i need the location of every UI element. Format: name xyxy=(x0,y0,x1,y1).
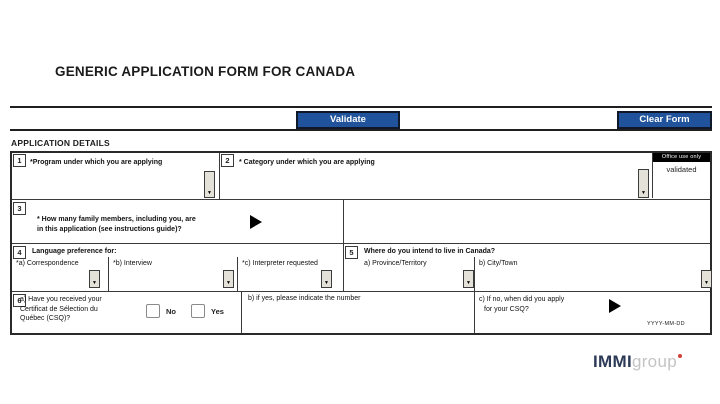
dropdown-arrow-icon: ▼ xyxy=(704,280,709,286)
q3-label xyxy=(37,215,196,234)
q4a-correspondence-dropdown[interactable] xyxy=(89,270,100,288)
q5b-label: b) City/Town xyxy=(479,260,518,267)
divider-bottom xyxy=(10,129,712,131)
cell-divider xyxy=(219,153,220,199)
q6a-label-line2: Certificat de Sélection du xyxy=(20,305,98,313)
cell-divider xyxy=(343,244,344,291)
logo-group-text: group xyxy=(631,352,677,371)
q2-label: * Category under which you are applying xyxy=(239,159,375,166)
date-format-hint: YYYY-MM-DD xyxy=(647,321,685,327)
q4b-label: *b) Interview xyxy=(113,260,152,267)
q6c-label xyxy=(479,295,564,314)
q3-label-line1: * How many family members, including you, are xyxy=(37,216,196,223)
q6a-label-line3: Québec (CSQ)? xyxy=(20,315,71,322)
arrow-right-icon xyxy=(609,299,621,313)
sub-divider xyxy=(474,257,475,291)
sub-divider xyxy=(237,257,238,291)
q1-label: *Program under which you are applying xyxy=(30,159,163,166)
dropdown-arrow-icon: ▼ xyxy=(92,280,97,286)
dropdown-arrow-icon: ▼ xyxy=(466,280,471,286)
row-divider xyxy=(12,291,710,292)
q5a-label: a) Province/Territory xyxy=(364,260,427,267)
q6c-label-line2: for your CSQ? xyxy=(484,305,529,313)
q1-program-dropdown[interactable] xyxy=(204,171,215,198)
cell-divider xyxy=(343,200,344,243)
q4-label: Language preference for: xyxy=(32,248,117,255)
arrow-right-icon xyxy=(250,215,262,229)
row-divider xyxy=(12,199,710,200)
validate-button[interactable]: Validate xyxy=(296,111,400,129)
clear-form-button[interactable]: Clear Form xyxy=(617,111,712,129)
cell-divider xyxy=(241,292,242,333)
csq-yes-label: Yes xyxy=(211,307,224,316)
row-divider xyxy=(12,243,710,244)
office-use-box xyxy=(652,153,710,198)
q4b-interview-dropdown[interactable] xyxy=(223,270,234,288)
q6a-label-line1: a) Have you received your xyxy=(20,296,102,303)
q6a-label xyxy=(20,295,102,324)
office-use-header: Office use only xyxy=(653,153,710,162)
office-use-status: validated xyxy=(666,165,697,174)
dropdown-arrow-icon: ▼ xyxy=(226,280,231,286)
q6b-label: b) if yes, please indicate the number xyxy=(248,295,361,302)
q5-number: 5 xyxy=(345,246,358,259)
dropdown-arrow-icon: ▼ xyxy=(207,190,212,196)
q2-number: 2 xyxy=(221,154,234,167)
q1-number: 1 xyxy=(13,154,26,167)
q6-number: 6 xyxy=(13,294,26,307)
q5-label: Where do you intend to live in Canada? xyxy=(364,248,496,255)
section-header: APPLICATION DETAILS xyxy=(11,138,110,148)
q3-number: 3 xyxy=(13,202,26,215)
application-details-table xyxy=(10,151,712,335)
logo-immi-text: IMMI xyxy=(593,352,632,371)
q6c-label-line1: c) If no, when did you apply xyxy=(479,296,565,303)
csq-no-label: No xyxy=(166,307,176,316)
q3-label-line2: in this application (see instructions guide)? xyxy=(37,225,182,233)
sub-divider xyxy=(108,257,109,291)
q4c-label: *c) Interpreter requested xyxy=(242,260,318,267)
cell-divider xyxy=(474,292,475,333)
q4-number: 4 xyxy=(13,246,26,259)
dropdown-arrow-icon: ▼ xyxy=(641,190,646,196)
q4a-label: *a) Correspondence xyxy=(16,260,79,267)
page-title: GENERIC APPLICATION FORM FOR CANADA xyxy=(55,64,356,79)
divider-top xyxy=(10,106,712,108)
dropdown-arrow-icon: ▼ xyxy=(324,280,329,286)
q5b-city-dropdown[interactable] xyxy=(701,270,712,288)
csq-no-checkbox[interactable] xyxy=(146,304,160,318)
immigroup-logo xyxy=(593,352,682,372)
q5a-province-dropdown[interactable] xyxy=(463,270,474,288)
logo-dot-icon xyxy=(678,354,682,358)
q2-category-dropdown[interactable] xyxy=(638,169,649,198)
csq-yes-checkbox[interactable] xyxy=(191,304,205,318)
q4c-interpreter-dropdown[interactable] xyxy=(321,270,332,288)
